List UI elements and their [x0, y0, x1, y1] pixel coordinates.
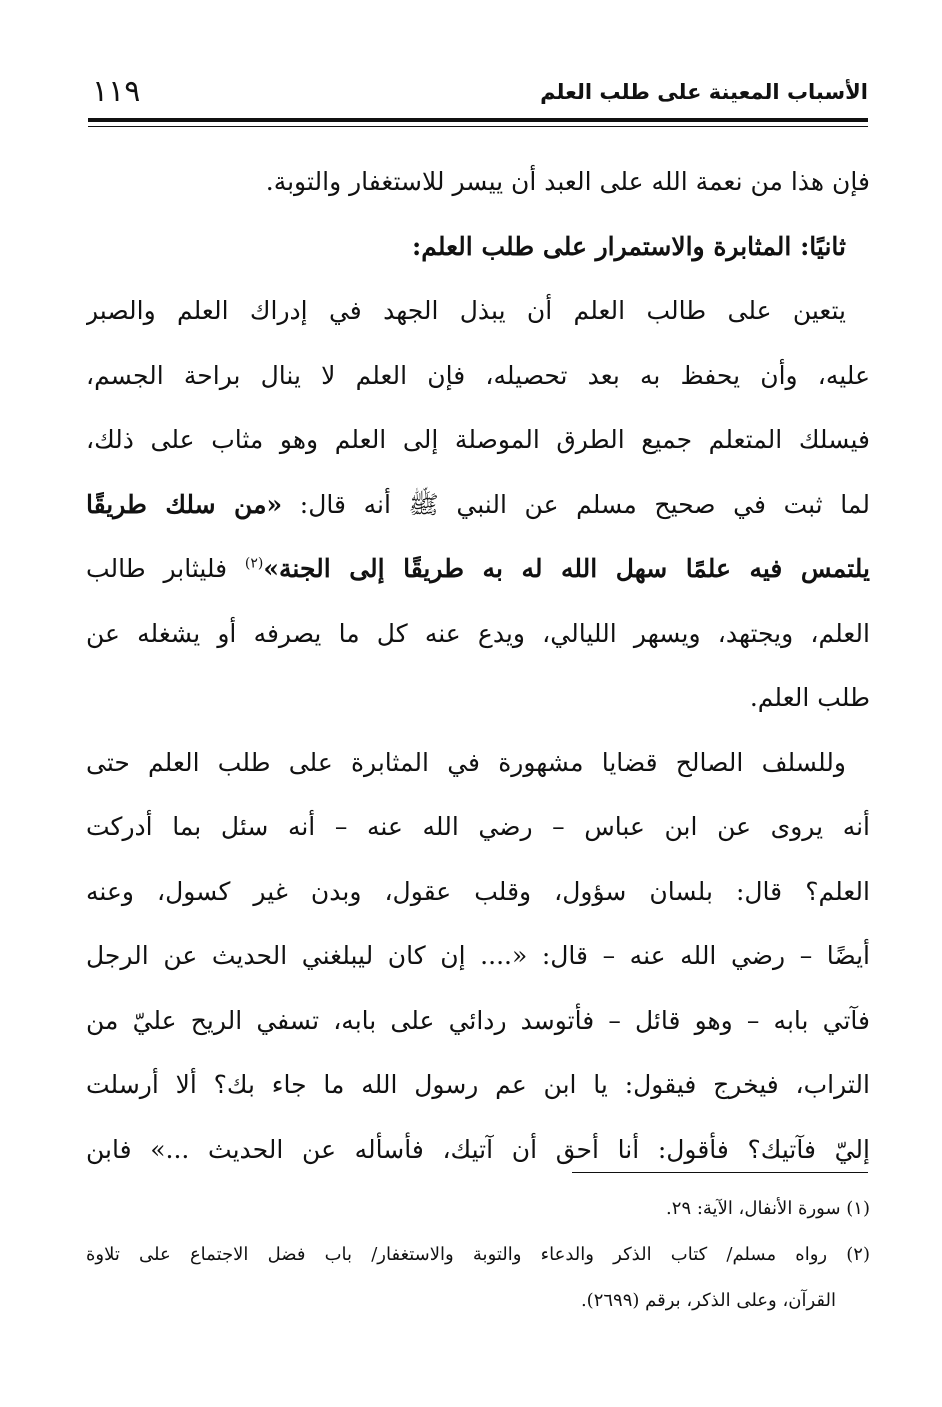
text-line: فآتي بابه – وهو قائل – فأتوسد ردائي على بابه، تسفي الريح عليّ من: [86, 1005, 870, 1035]
footnote-2: (٢) رواه مسلم/ كتاب الذكر والدعاء والتوبة والاستغفار/ باب فضل الاجتماع على تلاوة: [86, 1244, 870, 1265]
text-line: فيسلك المتعلم جميع الطرق الموصلة إلى العلم وهو مثاب على ذلك،: [86, 425, 870, 454]
footnote-1: (١) سورة الأنفال، الآية: ٢٩.: [666, 1198, 870, 1219]
text-line: العلم؟ قال: بلسان سؤول، وقلب عقول، وبدن غير كسول، وعنه: [86, 876, 870, 906]
hadith-quote-end: يلتمس فيه علمًا سهل الله له به طريقًا إلى الجنة»: [263, 554, 870, 583]
text-segment: لما ثبت في صحيح مسلم عن النبي ﷺ أنه قال:: [299, 489, 870, 519]
text-line: أيضًا – رضي الله عنه – قال: «.... إن كان ليبلغني الحديث عن الرجل: [86, 941, 870, 970]
text-line: [86, 473, 870, 538]
hadith-quote-start: «من سلك طريقًا: [86, 489, 283, 519]
text-line: التراب، فيخرج فيقول: يا ابن عم رسول الله ما جاء بك؟ ألا أرسلت: [86, 1070, 870, 1099]
section-heading: ثانيًا: المثابرة والاستمرار على طلب العلم:: [411, 231, 846, 261]
text-line: فإن هذا من نعمة الله على العبد أن ييسر للاستغفار والتوبة.: [265, 167, 870, 196]
text-line: أنه يروى عن ابن عباس – رضي الله عنه – أنه سئل بما أدركت: [86, 812, 870, 841]
page-header: [88, 74, 868, 114]
running-title: الأسباب المعينة على طلب العلم: [540, 80, 868, 104]
text-line: عليه، وأن يحفظ به بعد تحصيله، فإن العلم لا ينال براحة الجسم،: [86, 360, 870, 390]
text-line: يتعين على طالب العلم أن يبذل الجهد في إدراك العلم والصبر: [86, 296, 846, 325]
text-line: إليّ فآتيك؟ فأقول: أنا أحق أن آتيك، فأسأله عن الحديث ...» فابن: [86, 1134, 870, 1164]
footnote-marker: (٢): [244, 555, 264, 572]
text-line: [86, 537, 870, 602]
footnotes: [86, 1186, 870, 1324]
footnote-rule: [572, 1172, 868, 1173]
text-segment: فليثابر طالب: [86, 554, 228, 583]
body-text: [86, 150, 870, 1182]
header-rule: [88, 118, 868, 122]
text-line: العلم، ويجتهد، ويسهر الليالي، ويدع عنه كل ما يصرفه أو يشغله عن: [86, 618, 870, 648]
header-rule-thin: [88, 126, 868, 127]
footnote-2-continued: القرآن، وعلى الذكر، برقم (٢٦٩٩).: [580, 1290, 836, 1311]
page-number: ١١٩: [92, 74, 141, 109]
text-line: وللسلف الصالح قضايا مشهورة في المثابرة على طلب العلم حتى: [86, 747, 846, 777]
text-line: طلب العلم.: [749, 683, 870, 712]
